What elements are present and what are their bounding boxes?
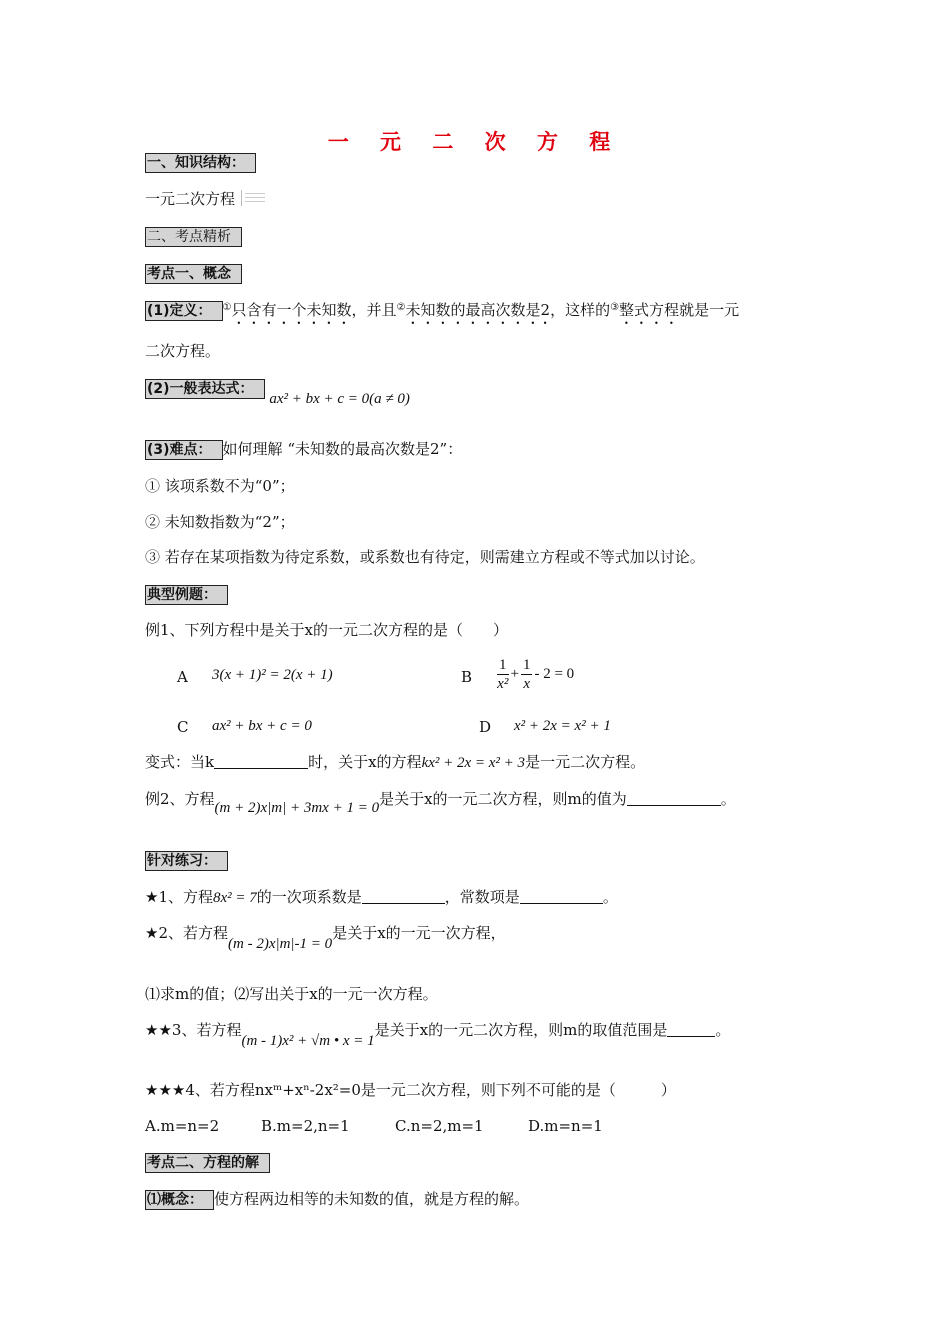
q4-option-b: B.m=2,n=1 [261, 1117, 350, 1135]
star-icon: ★★★ [145, 1081, 186, 1099]
answer-blank[interactable] [627, 791, 721, 806]
knowledge-structure-line [145, 189, 268, 209]
example-2-formula: (m + 2)x|m| + 3mx + 1 = 0 [214, 800, 380, 816]
general-form-line [145, 378, 410, 407]
kaodian-tag: 考点二、方程的解 [145, 1153, 270, 1173]
star-icon: ★ [145, 888, 159, 906]
practice-heading [145, 850, 228, 871]
practice-q3: ★★3、若方程(m - 1)x² + √m • x = 1是关于x的一元二次方程，则m的取值范围是 。 [145, 1021, 731, 1049]
star-icon: ★★ [145, 1021, 172, 1039]
section-tag: 二、考点精析 [145, 227, 242, 247]
practice-q1: ★1、方程8x² = 7的一次项系数是 ，常数项是 。 [145, 888, 618, 906]
section-knowledge-structure [145, 152, 256, 173]
definition-line: (1)定义： ①只含有一个未知数，并且②未知数的最高次数是2，这样的③整式方程就是一元 [147, 301, 740, 319]
option-a-label: A [177, 668, 188, 686]
difficulty-item: ③ 若存在某项指数为待定系数，或系数也有待定，则需建立方程或不等式加以讨论。 [145, 548, 705, 566]
kaodian-two [145, 1152, 270, 1173]
kaodian-tag: 考点一、概念 [145, 264, 242, 284]
general-form-formula: ax² + bx + c = 0(a ≠ 0) [269, 391, 410, 407]
definition-point-3: 整式方程 [619, 301, 680, 319]
option-d-label: D [479, 718, 492, 736]
section-tag: 一、知识结构： [145, 153, 256, 173]
option-b-label: B [461, 668, 473, 686]
variant-formula: kx² + 2x = x² + 3 [421, 755, 526, 771]
section-analysis [145, 226, 242, 247]
concept-text: 使方程两边相等的未知数的值，就是方程的解。 [214, 1190, 530, 1208]
example-2-line: 例2、方程(m + 2)x|m| + 3mx + 1 = 0是关于x的一元二次方程，则m的值为 。 [145, 790, 736, 816]
definition-tag: (1)定义： [145, 301, 223, 321]
knowledge-structure-text: 一元二次方程 [145, 190, 236, 208]
q2-formula: (m - 2)x|m|-1 = 0 [228, 936, 333, 952]
q4-option-d: D.m=n=1 [528, 1117, 603, 1135]
examples-tag: 典型例题： [145, 585, 228, 605]
answer-blank[interactable] [214, 754, 308, 769]
concept-line [145, 1189, 529, 1210]
examples-heading [145, 584, 228, 605]
variant-line: 变式：当k 时，关于x的方程kx² + 2x = x² + 3是一元二次方程。 [145, 753, 646, 771]
definition-line-2: 二次方程。 [145, 342, 221, 360]
q4-option-c: C.n=2,m=1 [395, 1117, 484, 1135]
difficulty-tag: (3)难点： [145, 440, 223, 460]
kaodian-one [145, 263, 242, 284]
definition-point-1: 只含有一个未知数 [231, 301, 352, 319]
concept-tag: ⑴概念： [145, 1190, 214, 1210]
practice-q4: ★★★4、若方程nxᵐ+xⁿ-2x²=0是一元二次方程，则下列不可能的是（ ） [145, 1081, 676, 1099]
difficulty-line [145, 439, 462, 460]
option-a-formula: 3(x + 1)² = 2(x + 1) [212, 667, 333, 683]
answer-blank[interactable] [667, 1022, 715, 1037]
answer-blank[interactable] [520, 889, 603, 904]
structure-diagram-thumbnail [241, 190, 268, 206]
practice-q2-sub: ⑴求m的值；⑵写出关于x的一元一次方程。 [145, 985, 438, 1003]
option-c-label: C [177, 718, 189, 736]
difficulty-item: ① 该项系数不为“0”； [145, 477, 295, 495]
option-c-formula: ax² + bx + c = 0 [212, 718, 312, 734]
definition-point-2: 未知数的最高次数是2 [405, 301, 551, 319]
practice-tag: 针对练习： [145, 851, 228, 871]
difficulty-item: ② 未知数指数为“2”； [145, 513, 295, 531]
answer-blank[interactable] [362, 889, 445, 904]
difficulty-text: 如何理解 “未知数的最高次数是2”： [222, 440, 463, 458]
example-1-question: 例1、下列方程中是关于x的一元二次方程的是（ ） [145, 621, 509, 639]
practice-q2: ★2、若方程(m - 2)x|m|-1 = 0是关于x的一元一次方程， [145, 924, 506, 952]
q1-formula: 8x² = 7 [213, 890, 257, 906]
star-icon: ★ [145, 924, 159, 942]
q4-option-a: A.m=n=2 [145, 1117, 220, 1135]
general-form-tag: (2)一般表达式： [145, 379, 265, 399]
option-b-formula: $\frac{1}{\text{x²}}$ + $\frac{1}{x}$ - 2 = 0 [497, 657, 575, 692]
q3-formula: (m - 1)x² + √m • x = 1 [241, 1033, 375, 1049]
page-title: 一 元 二 次 方 程 [327, 130, 623, 154]
option-d-formula: x² + 2x = x² + 1 [514, 718, 611, 734]
